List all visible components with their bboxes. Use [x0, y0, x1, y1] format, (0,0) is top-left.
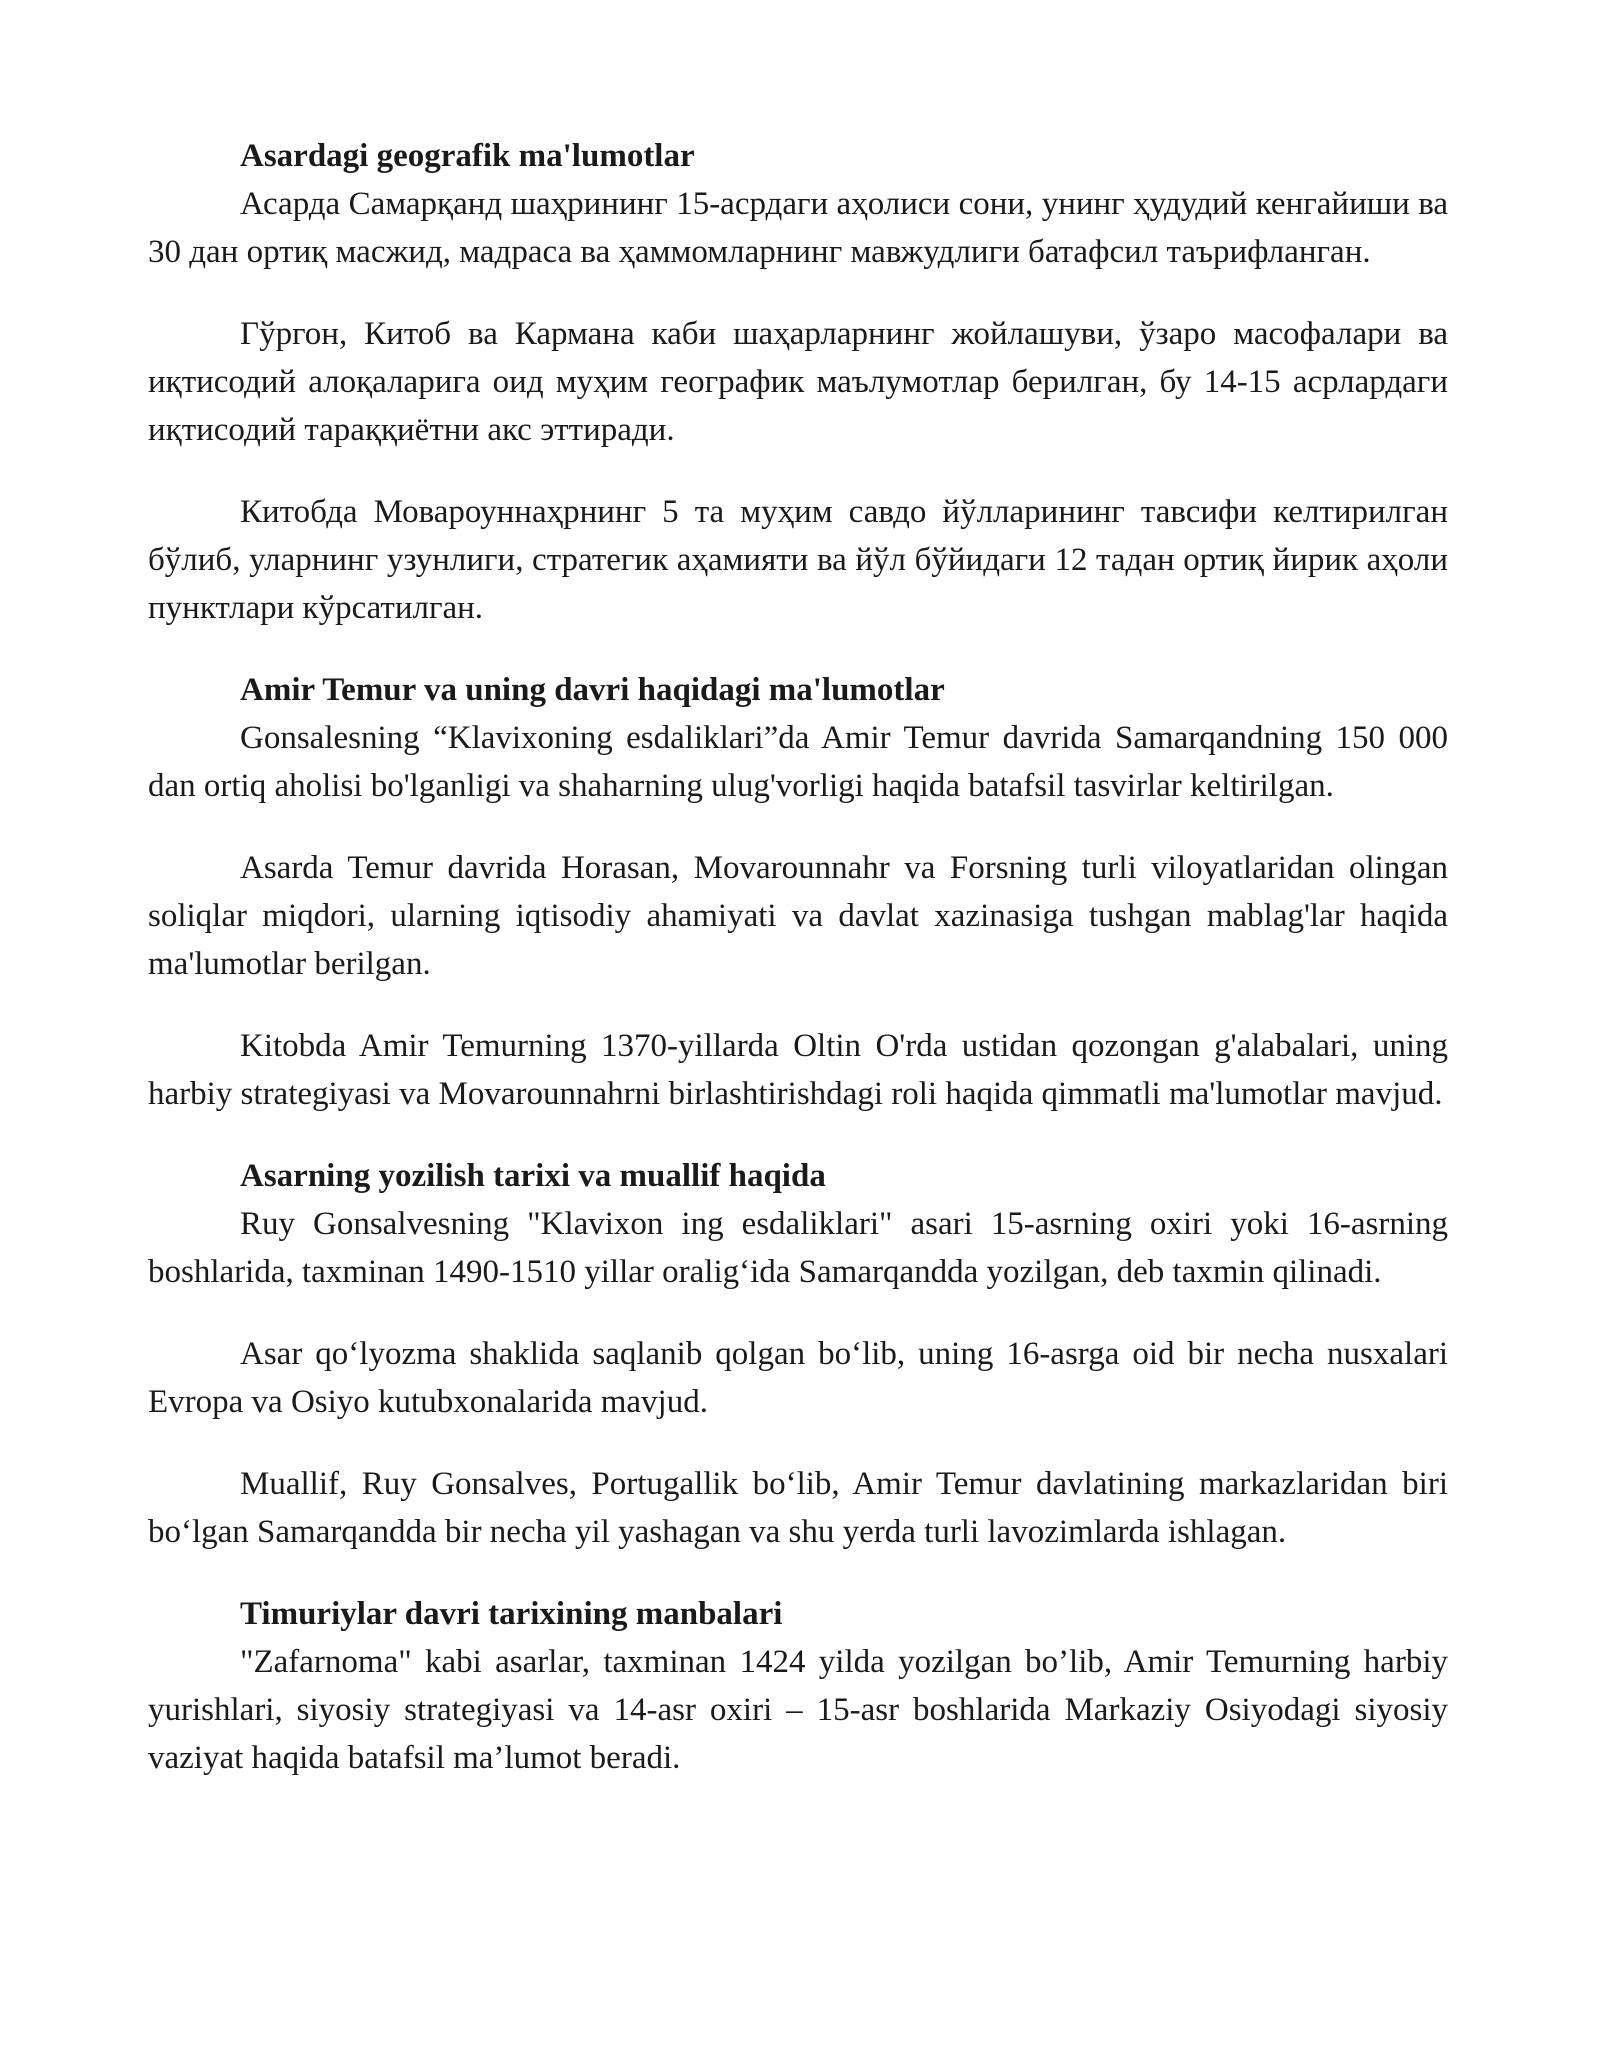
section-timurid-sources [148, 1590, 1448, 1782]
section-writing-history [148, 1152, 1448, 1556]
paragraph: Gonsalesning “Klavixoning esdaliklari”da Amir Temur davrida Samarqandning 150 000 dan ortiq aholisi bo'lganligi va shaharning ulug'vorligi haqida batafsil tasvirlar keltirilgan. [148, 720, 1448, 804]
document-page [148, 132, 1448, 1782]
paragraph: "Zafarnoma" kabi asarlar, taxminan 1424 yilda yozilgan bo’lib, Amir Temurning harbiy yurishlari, siyosiy strategiyasi va 14-asr oxiri – 15-asr boshlarida Markaziy Osiyodagi siyosiy vaziyat haqida batafsil ma’lumot beradi. [148, 1644, 1448, 1776]
paragraph: Asarda Temur davrida Horasan, Movarounnahr va Forsning turli viloyatlaridan olingan soliqlar miqdori, ularning iqtisodiy ahamiyati va davlat xazinasiga tushgan mablag'lar haqida ma'lumotlar berilgan. [148, 850, 1448, 982]
section-geographic-info [148, 132, 1448, 632]
paragraph: Kitobda Amir Temurning 1370-yillarda Oltin O'rda ustidan qozongan g'alabalari, uning harbiy strategiyasi va Movarounnahrni birlashtirishdagi roli haqida qimmatli ma'lumotlar mavjud. [148, 1028, 1448, 1112]
paragraph: Гўргон, Китоб ва Кармана каби шаҳарларнинг жойлашуви, ўзаро масофалари ва иқтисодий алоқаларига оид муҳим географик маълумотлар берилган, бу 14-15 асрлардаги иқтисодий тараққиётни акс эттиради. [148, 316, 1448, 448]
section-heading: Asardagi geografik ma'lumotlar [240, 138, 695, 174]
paragraph: Китобда Мовароуннаҳрнинг 5 та муҳим савдо йўлларининг тавсифи келтирилган бўлиб, уларнинг узунлиги, стратегик аҳамияти ва йўл бўйидаги 12 тадан ортиқ йирик аҳоли пунктлари кўрсатилган. [148, 494, 1448, 626]
section-heading: Amir Temur va uning davri haqidagi ma'lumotlar [240, 672, 945, 708]
paragraph: Asar qo‘lyozma shaklida saqlanib qolgan bo‘lib, uning 16-asrga oid bir necha nusxalari Evropa va Osiyo kutubxonalarida mavjud. [148, 1336, 1448, 1420]
section-heading: Asarning yozilish tarixi va muallif haqida [240, 1158, 826, 1194]
paragraph: Ruy Gonsalvesning "Klavixon ing esdaliklari" asari 15-asrning oxiri yoki 16-asrning boshlarida, taxminan 1490-1510 yillar oralig‘ida Samarqandda yozilgan, deb taxmin qilinadi. [148, 1206, 1448, 1290]
section-heading: Timuriylar davri tarixining manbalari [240, 1596, 783, 1632]
paragraph: Muallif, Ruy Gonsalves, Portugallik bo‘lib, Amir Temur davlatining markazlaridan biri bo‘lgan Samarqandda bir necha yil yashagan va shu yerda turli lavozimlarda ishlagan. [148, 1466, 1448, 1550]
section-amir-temur [148, 666, 1448, 1118]
paragraph: Асарда Самарқанд шаҳрининг 15-асрдаги аҳолиси сони, унинг ҳудудий кенгайиши ва 30 дан ортиқ масжид, мадраса ва ҳаммомларнинг мавжудлиги батафсил таърифланган. [148, 186, 1448, 270]
